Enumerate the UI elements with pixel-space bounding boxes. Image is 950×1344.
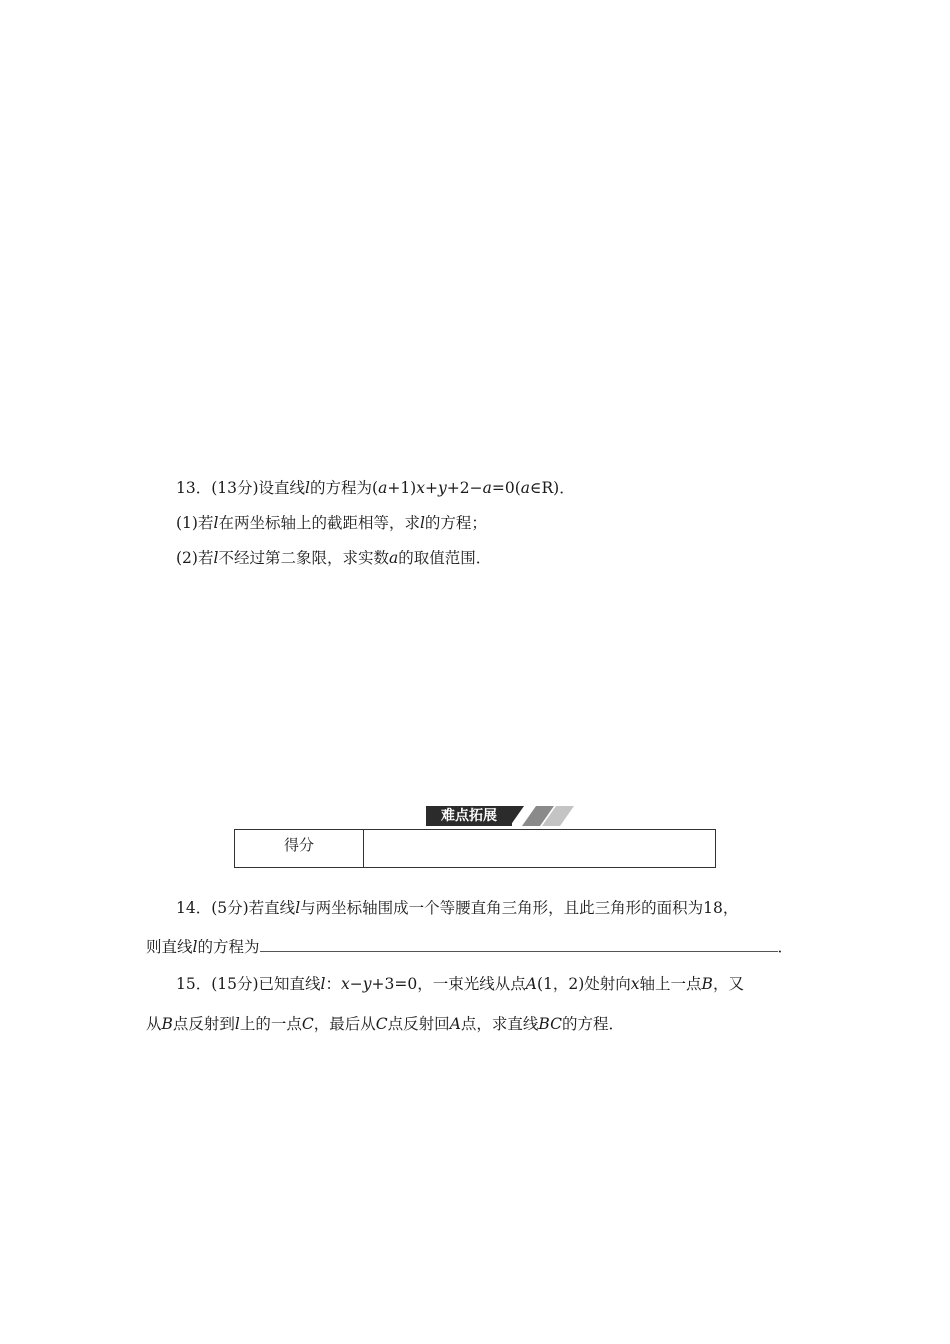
q13-part1: (1)若l在两坐标轴上的截距相等，求l的方程；: [176, 514, 487, 532]
q15-line2: 从B点反射到l上的一点C，最后从C点反射回A点，求直线BC的方程．: [146, 1015, 624, 1033]
q15-line1: 15．(15分)已知直线l：x−y+3=0，一束光线从点A(1，2)处射向x轴上一点B，又: [176, 975, 744, 993]
q14-line2: 则直线l的方程为 ．: [146, 938, 794, 956]
answer-blank[interactable]: [260, 937, 778, 952]
banner-label: 难点拓展: [426, 806, 512, 826]
banner-stripe-dark: [510, 806, 524, 826]
q14-line1: 14．(5分)若直线l与两坐标轴围成一个等腰直角三角形，且此三角形的面积为18，: [176, 899, 739, 917]
score-label: 得分: [235, 830, 364, 868]
score-table: [234, 829, 716, 868]
score-cell[interactable]: [364, 830, 716, 868]
q13-part2: (2)若l不经过第二象限，求实数a的取值范围．: [176, 549, 492, 567]
section-banner: [426, 806, 554, 826]
q13-stem: 13．(13分)设直线l的方程为(a+1)x+y+2−a=0(a∈R)．: [176, 479, 575, 497]
